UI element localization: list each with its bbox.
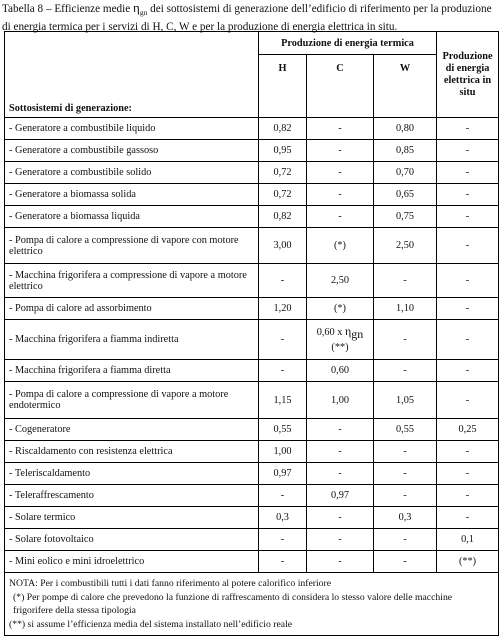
cell-c: (*) (307, 298, 374, 320)
table-row (5, 298, 499, 320)
cell-electric: - (437, 118, 499, 140)
cell-c: - (307, 419, 374, 441)
cell-c: 2,50 (307, 264, 374, 298)
cell-electric: - (437, 382, 499, 419)
row-label: - Generatore a biomassa liquida (5, 206, 259, 228)
cell-electric: - (437, 463, 499, 485)
row-label: - Generatore a combustibile solido (5, 162, 259, 184)
cell-c: - (307, 463, 374, 485)
table-row (5, 360, 499, 382)
note-single-asterisk: (*) Per pompe di calore che prevedono la funzione di raffrescamento di considera lo stesso valore delle macchine frigorifere della stessa tipologia (13, 592, 453, 616)
electric-production-header: Produzione di energia elettrica in situ (437, 32, 499, 118)
cell-h: 0,97 (259, 463, 307, 485)
table-caption (2, 1, 499, 34)
cell-c: - (307, 441, 374, 463)
row-label: - Cogeneratore (5, 419, 259, 441)
cell-electric: - (437, 441, 499, 463)
cell-c-note: (**) (331, 342, 349, 354)
caption-suffix: dei sottosistemi di generazione dell’edificio di riferimento per la produzione di energia termica per i servizi di H, C, W e per la produzione di energia elettrica in situ. (2, 3, 492, 34)
col-h-header: H (259, 55, 307, 118)
thermal-production-header: Produzione di energia termica (259, 32, 437, 55)
table-row (5, 529, 499, 551)
row-label: - Pompa di calore a compressione di vapore a motore endotermico (5, 382, 259, 419)
row-label: - Generatore a combustibile gassoso (5, 140, 259, 162)
cell-w: - (374, 529, 437, 551)
header-row-groups (5, 32, 499, 55)
cell-electric: - (437, 206, 499, 228)
cell-w: 0,85 (374, 140, 437, 162)
table-row (5, 320, 499, 360)
cell-w: 0,55 (374, 419, 437, 441)
table-row (5, 419, 499, 441)
cell-h: 0,82 (259, 206, 307, 228)
cell-electric: - (437, 140, 499, 162)
notes-row (5, 573, 499, 636)
cell-w: - (374, 485, 437, 507)
efficiency-table (4, 31, 499, 636)
cell-w: 1,05 (374, 382, 437, 419)
row-label: - Macchina frigorifera a compressione di vapore a motore elettrico (5, 264, 259, 298)
cell-h: - (259, 529, 307, 551)
cell-h: - (259, 320, 307, 360)
row-label: - Macchina frigorifera a fiamma diretta (5, 360, 259, 382)
cell-h: 0,55 (259, 419, 307, 441)
cell-h: 0,72 (259, 184, 307, 206)
cell-c: (*) (307, 228, 374, 264)
eta-symbol: η (133, 0, 140, 15)
col-c-header: C (307, 55, 374, 118)
table-row (5, 382, 499, 419)
table-row (5, 118, 499, 140)
cell-c: 0,60 (307, 360, 374, 382)
cell-h: 0,3 (259, 507, 307, 529)
cell-c (307, 320, 374, 360)
table-row (5, 264, 499, 298)
cell-w: - (374, 360, 437, 382)
notes-cell (5, 573, 499, 636)
cell-c: - (307, 140, 374, 162)
table-row (5, 441, 499, 463)
cell-h: - (259, 551, 307, 573)
cell-w: 1,10 (374, 298, 437, 320)
cell-c: - (307, 118, 374, 140)
cell-electric: 0,1 (437, 529, 499, 551)
cell-w: - (374, 441, 437, 463)
cell-electric: - (437, 507, 499, 529)
row-label: - Macchina frigorifera a fiamma indiretta (5, 320, 259, 360)
row-label: - Teleraffrescamento (5, 485, 259, 507)
cell-w: 0,75 (374, 206, 437, 228)
cell-h: 0,72 (259, 162, 307, 184)
cell-h: 1,15 (259, 382, 307, 419)
eta-subscript: gn (139, 8, 148, 18)
cell-electric: - (437, 320, 499, 360)
cell-w: - (374, 463, 437, 485)
cell-c: 1,00 (307, 382, 374, 419)
cell-c: 0,97 (307, 485, 374, 507)
cell-electric: - (437, 162, 499, 184)
cell-c: - (307, 162, 374, 184)
cell-electric: - (437, 264, 499, 298)
cell-c-formula (307, 325, 373, 341)
cell-h: 3,00 (259, 228, 307, 264)
cell-w: 0,3 (374, 507, 437, 529)
eta-symbol: η (345, 323, 352, 338)
cell-w: - (374, 264, 437, 298)
subsystems-header: Sottosistemi di generazione: (5, 32, 259, 118)
row-label: - Riscaldamento con resistenza elettrica (5, 441, 259, 463)
table-row (5, 206, 499, 228)
table-row (5, 140, 499, 162)
row-label: - Pompa di calore ad assorbimento (5, 298, 259, 320)
cell-electric: - (437, 485, 499, 507)
cell-h: - (259, 485, 307, 507)
row-label: - Solare termico (5, 507, 259, 529)
table-row (5, 184, 499, 206)
note-general: NOTA: Per i combustibili tutti i dati fanno riferimento al potere calorifico inferiore (9, 578, 332, 589)
cell-electric: (**) (437, 551, 499, 573)
row-label: - Generatore a combustibile liquido (5, 118, 259, 140)
cell-electric: - (437, 228, 499, 264)
cell-w: 0,65 (374, 184, 437, 206)
row-label: - Generatore a biomassa solida (5, 184, 259, 206)
table-row (5, 551, 499, 573)
row-label: - Mini eolico e mini idroelettrico (5, 551, 259, 573)
row-label: - Pompa di calore a compressione di vapore con motore elettrico (5, 228, 259, 264)
cell-c: - (307, 551, 374, 573)
caption-prefix: Tabella 8 – Efficienze medie (2, 3, 134, 15)
cell-h: 0,82 (259, 118, 307, 140)
cell-w: - (374, 551, 437, 573)
table-row (5, 463, 499, 485)
row-label: - Teleriscaldamento (5, 463, 259, 485)
cell-electric: 0,25 (437, 419, 499, 441)
cell-c: - (307, 206, 374, 228)
note-double-asterisk: (**) si assume l’efficienza media del sistema installato nell’edificio reale (9, 619, 293, 630)
col-w-header: W (374, 55, 437, 118)
cell-electric: - (437, 298, 499, 320)
cell-h: 1,00 (259, 441, 307, 463)
formula-factor: 0,60 x (316, 326, 346, 338)
cell-electric: - (437, 360, 499, 382)
cell-h: 1,20 (259, 298, 307, 320)
cell-w: 0,70 (374, 162, 437, 184)
cell-electric: - (437, 184, 499, 206)
table-row (5, 485, 499, 507)
cell-c: - (307, 529, 374, 551)
table-row (5, 228, 499, 264)
cell-w: - (374, 320, 437, 360)
cell-h: 0,95 (259, 140, 307, 162)
table-row (5, 162, 499, 184)
cell-h: - (259, 360, 307, 382)
table-row (5, 507, 499, 529)
cell-h: - (259, 264, 307, 298)
cell-w: 2,50 (374, 228, 437, 264)
cell-w: 0,80 (374, 118, 437, 140)
cell-c: - (307, 184, 374, 206)
cell-c: - (307, 507, 374, 529)
row-label: - Solare fotovoltaico (5, 529, 259, 551)
eta-subscript: gn (351, 327, 364, 342)
